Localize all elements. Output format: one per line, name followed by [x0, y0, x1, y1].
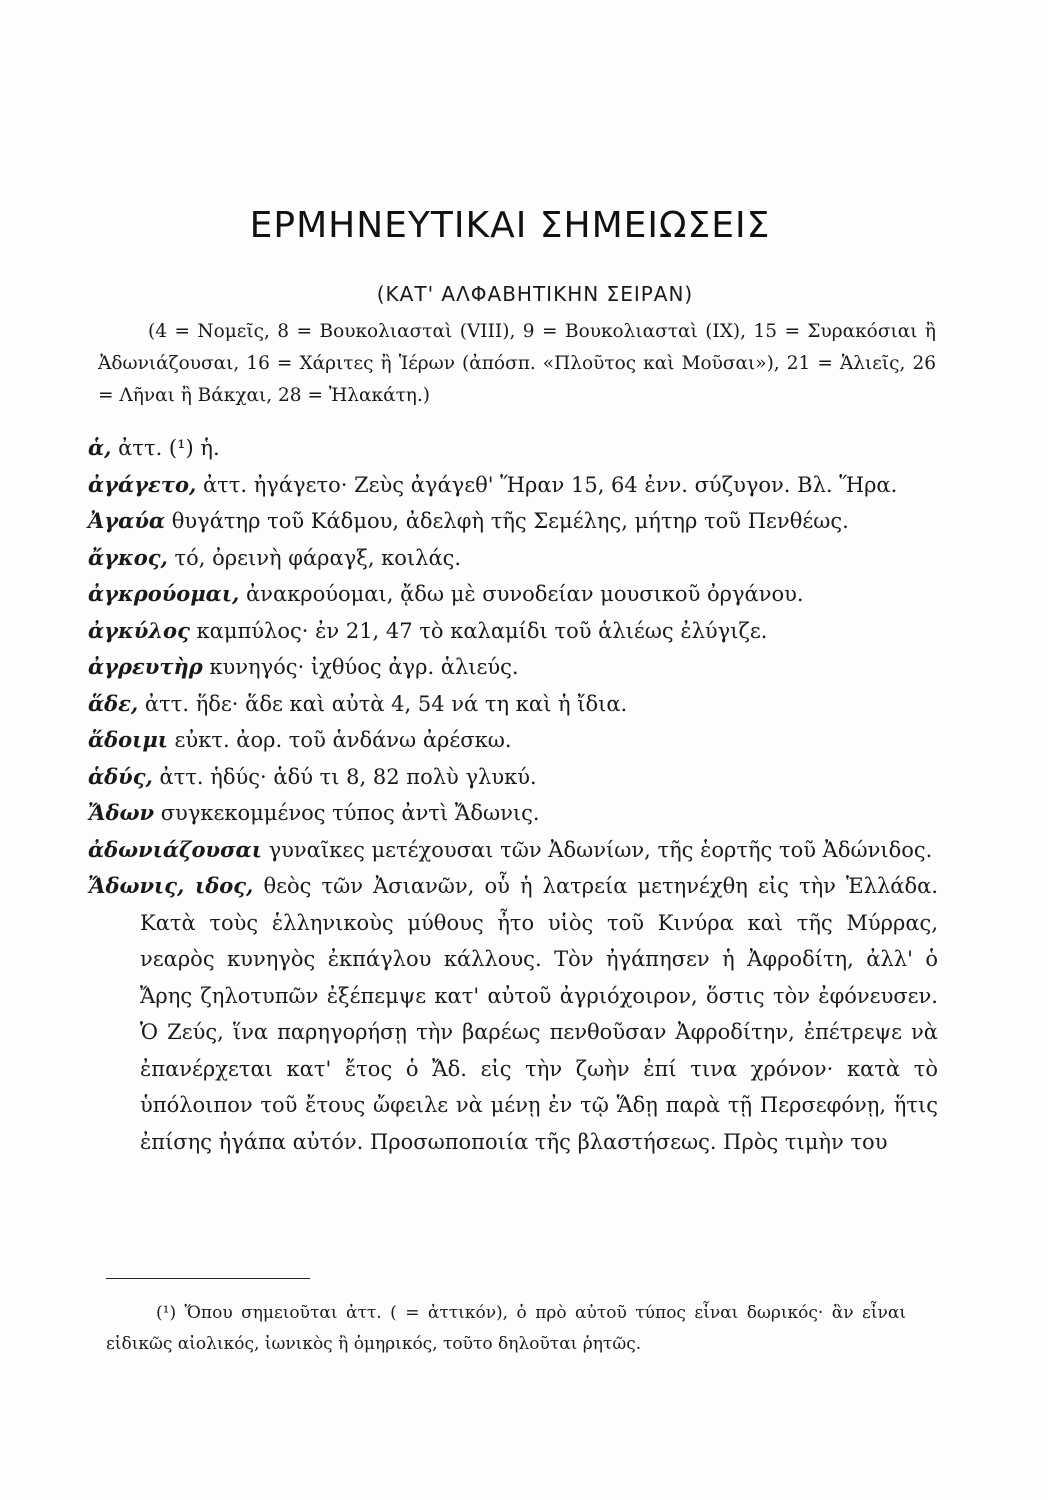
entry-headword: ἁδύς,: [88, 763, 153, 789]
page-subtitle: (ΚΑΤ' ΑΛΦΑΒΗΤΙΚΗΝ ΣΕΙΡΑΝ): [376, 282, 694, 306]
glossary-entry: [88, 759, 938, 796]
entry-headword: ἀγάγετο,: [88, 471, 197, 497]
entry-definition: θεὸς τῶν Ἀσιανῶν, οὗ ἡ λατρεία μετηνέχθη εἰς τὴν Ἑλλάδα. Κατὰ τοὺς ἑλληνικοὺς μύθους ἦτο υἱὸς τοῦ Κινύρα καὶ τῆς Μύρρας, νεαρὸς κυνηγὸς ἐκπάγλου κάλλους. Τὸν ἠγάπησεν ἡ Ἀφροδίτη, ἀλλ' ὁ Ἄρης ζηλοτυπῶν ἐξέπεμψε κατ' αὐτοῦ ἀγριόχοιρον, ὅστις τὸν ἐφόνευσεν. Ὁ Ζεύς, ἵνα παρηγορήσῃ τὴν βαρέως πενθοῦσαν Ἀφροδίτην, ἐπέτρεψε νὰ ἐπανέρχεται κατ' ἔτος ὁ Ἄδ. εἰς τὴν ζωὴν ἐπί τινα χρόνον· κατὰ τὸ ὑπόλοιπον τοῦ ἔτους ὤφειλε νὰ μένῃ ἐν τῷ Ἅδῃ παρὰ τῇ Περσεφόνῃ, ἥτις ἐπίσης ἠγάπα αὐτόν. Προσωποποιία τῆς βλαστήσεως. Πρὸς τιμὴν του: [140, 874, 938, 1154]
entry-headword: Ἄδωνις, ιδος,: [88, 873, 254, 898]
entry-headword: ἅδε,: [88, 690, 139, 716]
entry-headword: Ἄδων: [88, 800, 155, 825]
entry-definition: γυναῖκες μετέχουσαι τῶν Ἀδωνίων, τῆς ἑορτῆς τοῦ Ἀδώνιδος.: [261, 837, 933, 862]
entry-definition: συγκεκομμένος τύπος ἀντὶ Ἄδωνις.: [154, 801, 540, 825]
entry-definition: τό, ὀρεινὴ φάραγξ, κοιλάς.: [167, 545, 462, 570]
glossary-entry: [88, 722, 938, 759]
glossary-entry: [88, 430, 938, 467]
glossary-entry: [88, 503, 938, 540]
entry-headword: ἄγκος,: [88, 544, 168, 570]
glossary-entry: [88, 576, 938, 613]
glossary-entry: [88, 467, 938, 504]
abbreviations-note: (4 = Νομεῖς, 8 = Βουκολιασταὶ (VIII), 9 = Βουκολιασταὶ (IX), 15 = Συρακόσιαι ἢ Ἀδωνιάζουσαι, 16 = Χάριτες ἢ Ἱέρων (ἀπόσπ. «Πλοῦτος καὶ Μοῦσαι»), 21 = Ἁλιεῖς, 26 = Λῆναι ἢ Βάκχαι, 28 = Ἠλακάτη.): [98, 321, 936, 406]
glossary-entry: [88, 832, 938, 869]
footnote: (¹) Ὅπου σημειοῦται ἀττ. ( = ἀττικόν), ὁ πρὸ αὐτοῦ τύπος εἶναι δωρικός· ἂν εἶναι εἰδικῶς αἰολικός, ἰωνικὸς ἢ ὁμηρικός, τοῦτο δηλοῦται ῥητῶς.: [106, 1303, 906, 1354]
entry-headword: ἀδωνιάζουσαι: [88, 836, 262, 862]
entry-definition: εὐκτ. ἀορ. τοῦ ἁνδάνω ἀρέσκω.: [167, 728, 512, 752]
entry-definition: ἀνακρούομαι, ᾄδω μὲ συνοδείαν μουσικοῦ ὀργάνου.: [239, 582, 804, 606]
entry-definition: ἀττ. ἡδύς· ἁδύ τι 8, 82 πολὺ γλυκύ.: [152, 764, 537, 789]
glossary-entry: [88, 649, 938, 686]
glossary-entries: [88, 430, 938, 1160]
entry-headword: Ἀγαύα: [88, 508, 166, 533]
footnote-divider: [106, 1278, 310, 1279]
entry-definition: θυγάτηρ τοῦ Κάδμου, ἀδελφὴ τῆς Σεμέλης, μήτηρ τοῦ Πενθέως.: [165, 509, 849, 533]
entry-headword: ἁ,: [88, 435, 112, 460]
entry-definition: κυνηγός· ἰχθύος ἀγρ. ἁλιεύς.: [202, 655, 519, 679]
entry-headword: ἀγρευτὴρ: [88, 654, 203, 679]
entry-definition: ἀττ. ἥδε· ἅδε καὶ αὐτὰ 4, 54 νά τη καὶ ἡ ἴδια.: [138, 691, 628, 716]
entry-definition: ἀττ. ἠγάγετο· Ζεὺς ἀγάγεθ' Ἥραν 15, 64 ἐνν. σύζυγον. Βλ. Ἥρα.: [196, 472, 898, 497]
entry-definition: ἀττ. (¹) ἡ.: [111, 436, 220, 460]
glossary-entry: [88, 868, 938, 1160]
entry-headword: ἅδοιμι: [88, 727, 168, 752]
entry-definition: καμπύλος· ἐν 21, 47 τὸ καλαμίδι τοῦ ἁλιέως ἐλύγιζε.: [189, 618, 768, 643]
glossary-entry: [88, 795, 938, 832]
glossary-entry: [88, 686, 938, 723]
page-title: ΕΡΜΗΝΕΥΤΙΚΑΙ ΣΗΜΕΙΩΣΕΙΣ: [249, 205, 771, 246]
entry-headword: ἀγκρούομαι,: [88, 581, 240, 606]
entry-headword: ἀγκύλος: [88, 617, 190, 643]
glossary-entry: [88, 613, 938, 650]
glossary-entry: [88, 540, 938, 577]
